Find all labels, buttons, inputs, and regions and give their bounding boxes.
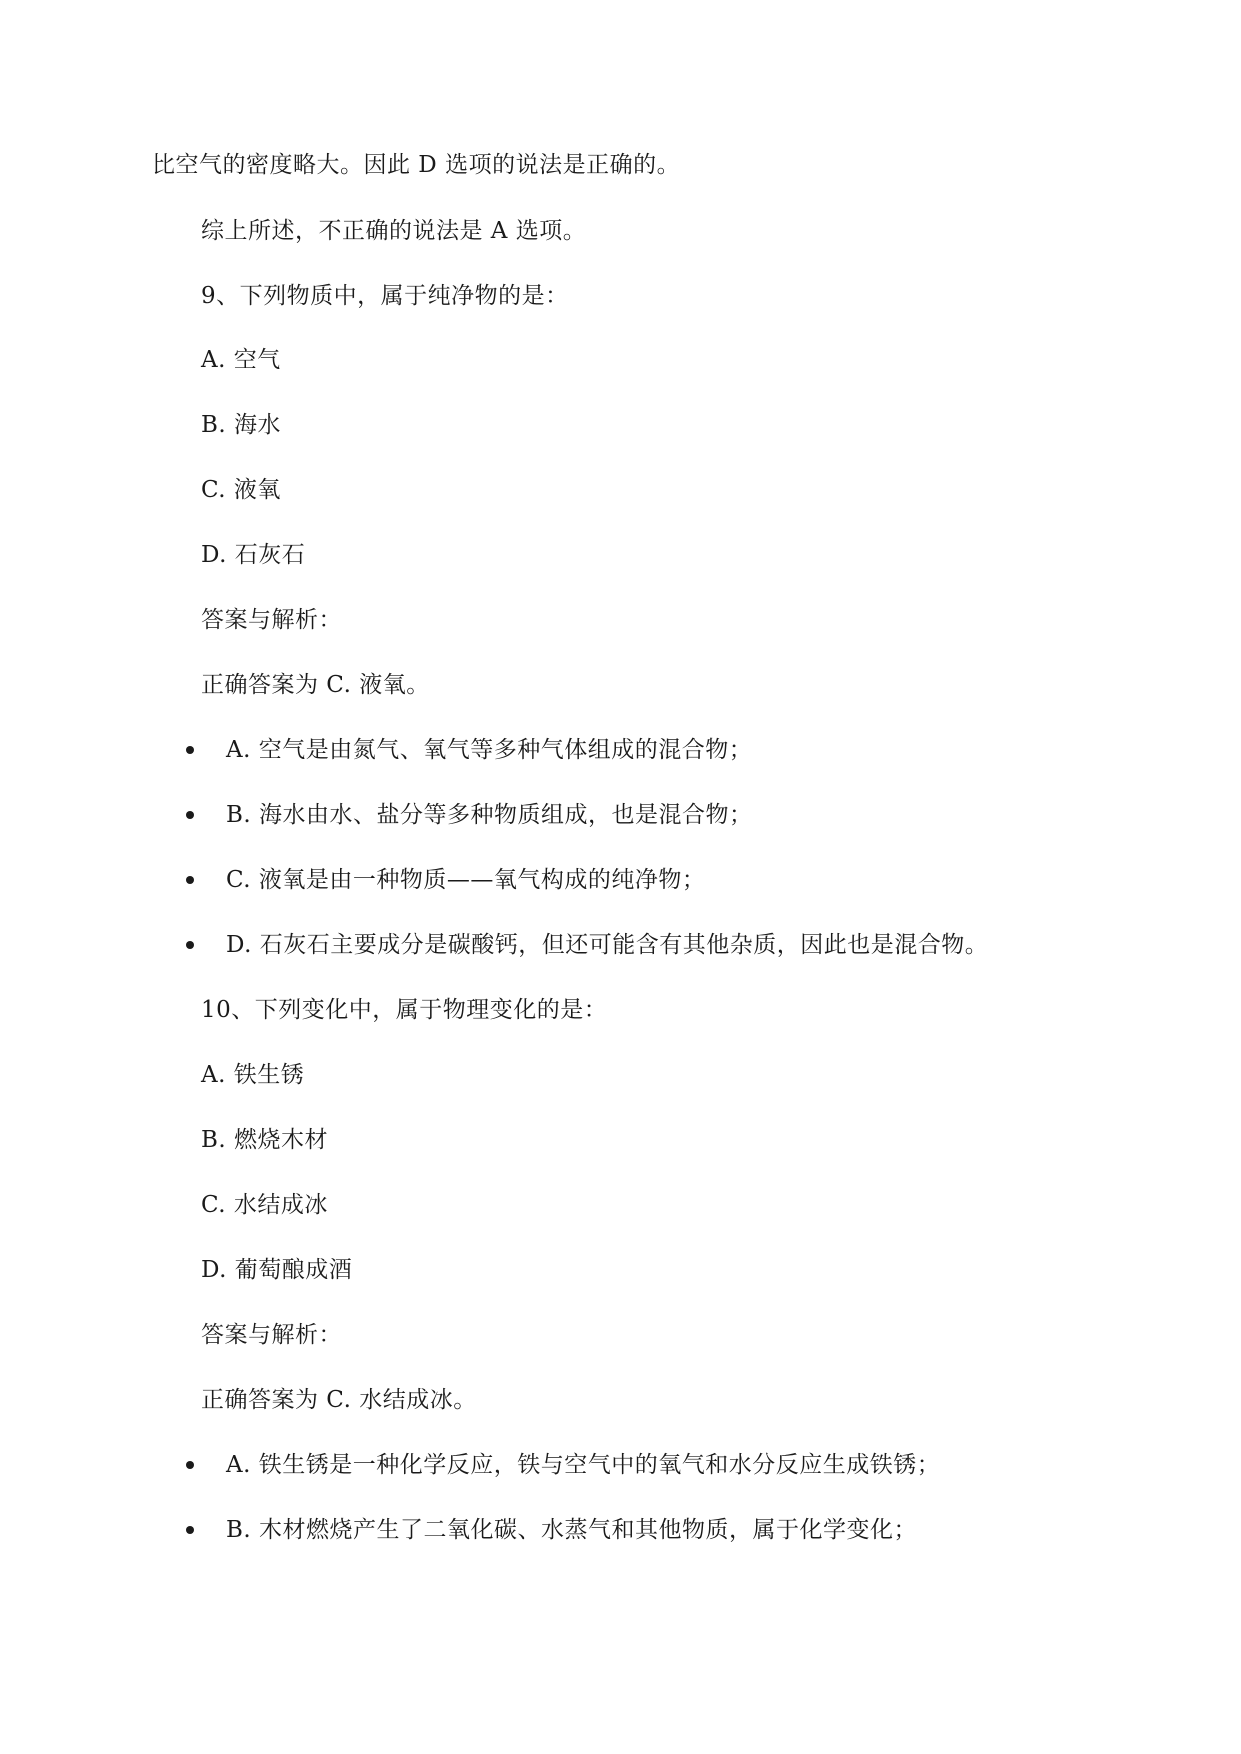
question-10-option-a: A. 铁生锈 xyxy=(201,1062,305,1088)
question-10-option-c: C. 水结成冰 xyxy=(201,1192,328,1218)
question-10-title: 10、下列变化中，属于物理变化的是： xyxy=(201,997,608,1023)
bullet-icon xyxy=(186,1461,194,1469)
question-9-option-b: B. 海水 xyxy=(201,412,282,438)
list-item-text: A. 铁生锈是一种化学反应，铁与空气中的氧气和水分反应生成铁锈； xyxy=(226,1452,941,1478)
list-item-text: B. 木材燃烧产生了二氧化碳、水蒸气和其他物质，属于化学变化； xyxy=(226,1517,918,1543)
question-10-option-d: D. 葡萄酿成酒 xyxy=(201,1257,353,1283)
paragraph-summary: 综上所述，不正确的说法是 A 选项。 xyxy=(201,218,587,244)
question-9-option-a: A. 空气 xyxy=(201,347,281,373)
question-10-option-b: B. 燃烧木材 xyxy=(201,1127,329,1153)
list-item-text: D. 石灰石主要成分是碳酸钙，但还可能含有其他杂质，因此也是混合物。 xyxy=(226,932,989,958)
question-9-title: 9、下列物质中，属于纯净物的是： xyxy=(201,283,569,309)
question-10-answer: 正确答案为 C. 水结成冰。 xyxy=(201,1387,477,1413)
bullet-icon xyxy=(186,941,194,949)
paragraph-continuation: 比空气的密度略大。因此 D 选项的说法是正确的。 xyxy=(152,152,681,178)
bullet-icon xyxy=(186,746,194,754)
list-item-text: C. 液氧是由一种物质——氧气构成的纯净物； xyxy=(226,867,706,893)
list-item-text: A. 空气是由氮气、氧气等多种气体组成的混合物； xyxy=(226,737,753,763)
bullet-icon xyxy=(186,1526,194,1534)
question-9-answer: 正确答案为 C. 液氧。 xyxy=(201,672,430,698)
bullet-icon xyxy=(186,811,194,819)
question-9-option-d: D. 石灰石 xyxy=(201,542,306,568)
question-10-answer-heading: 答案与解析： xyxy=(201,1322,342,1348)
question-9-option-c: C. 液氧 xyxy=(201,477,281,503)
list-item-text: B. 海水由水、盐分等多种物质组成，也是混合物； xyxy=(226,802,753,828)
question-9-answer-heading: 答案与解析： xyxy=(201,607,342,633)
bullet-icon xyxy=(186,876,194,884)
